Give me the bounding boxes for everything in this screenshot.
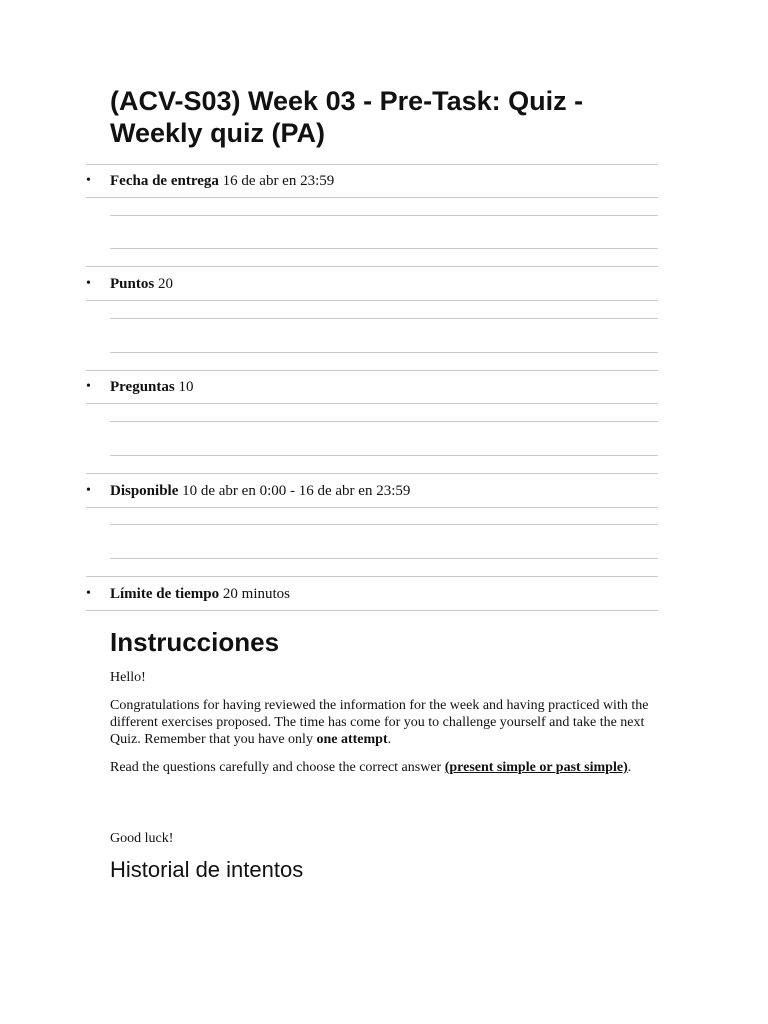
instructions-paragraph (110, 697, 650, 748)
divider (110, 524, 658, 525)
tense-emphasis: (present simple or past simple) (444, 760, 628, 775)
attempt-emphasis: one attempt (316, 732, 388, 747)
divider (110, 421, 658, 422)
divider (110, 318, 658, 319)
divider (86, 576, 658, 577)
divider (86, 370, 658, 371)
divider (110, 455, 658, 456)
quiz-title: (ACV-S03) Week 03 - Pre-Task: Quiz - Weekly quiz (PA) (110, 86, 584, 148)
attempt-history-heading: Historial de intentos (110, 857, 304, 882)
detail-time-limit-text (110, 584, 290, 604)
divider (110, 248, 658, 249)
divider (110, 215, 658, 216)
paragraph-end: . (627, 760, 632, 775)
paragraph-text: Congratulations for having reviewed the information for the week and having practiced with the different exercises proposed. The time has come for you to challenge yourself and take the next Quiz. Remember that you have only (110, 698, 649, 747)
bullet-icon: • (86, 379, 91, 394)
divider (86, 610, 658, 611)
divider (86, 300, 658, 301)
answer-instructions (110, 759, 650, 776)
paragraph-text: Read the questions carefully and choose the correct answer (110, 760, 442, 775)
divider (86, 197, 658, 198)
divider (86, 473, 658, 474)
detail-due-date-text (110, 171, 334, 191)
paragraph-end: . (387, 732, 392, 747)
divider (86, 266, 658, 267)
detail-label: Fecha de entrega (110, 173, 219, 189)
instructions-heading: Instrucciones (110, 627, 280, 657)
bullet-icon: • (86, 483, 91, 498)
divider (110, 558, 658, 559)
divider (86, 403, 658, 404)
bullet-icon: • (86, 276, 91, 291)
detail-available-text (110, 481, 410, 501)
divider (86, 507, 658, 508)
bullet-icon: • (86, 173, 91, 188)
divider (86, 164, 658, 165)
detail-value: 20 (157, 276, 173, 292)
detail-label: Límite de tiempo (110, 586, 220, 602)
detail-value: 20 minutos (222, 586, 290, 602)
detail-value: 10 (178, 379, 194, 395)
detail-value: 10 de abr en 0:00 - 16 de abr en 23:59 (182, 483, 411, 499)
greeting-text: Hello! (110, 670, 146, 685)
divider (110, 352, 658, 353)
detail-label: Disponible (110, 483, 179, 499)
detail-label: Preguntas (110, 379, 175, 395)
detail-points-text (110, 274, 173, 294)
detail-questions-text (110, 377, 193, 397)
detail-value: 16 de abr en 23:59 (222, 173, 335, 189)
bullet-icon: • (86, 586, 91, 601)
detail-label: Puntos (110, 276, 155, 292)
closing-text: Good luck! (110, 831, 174, 846)
